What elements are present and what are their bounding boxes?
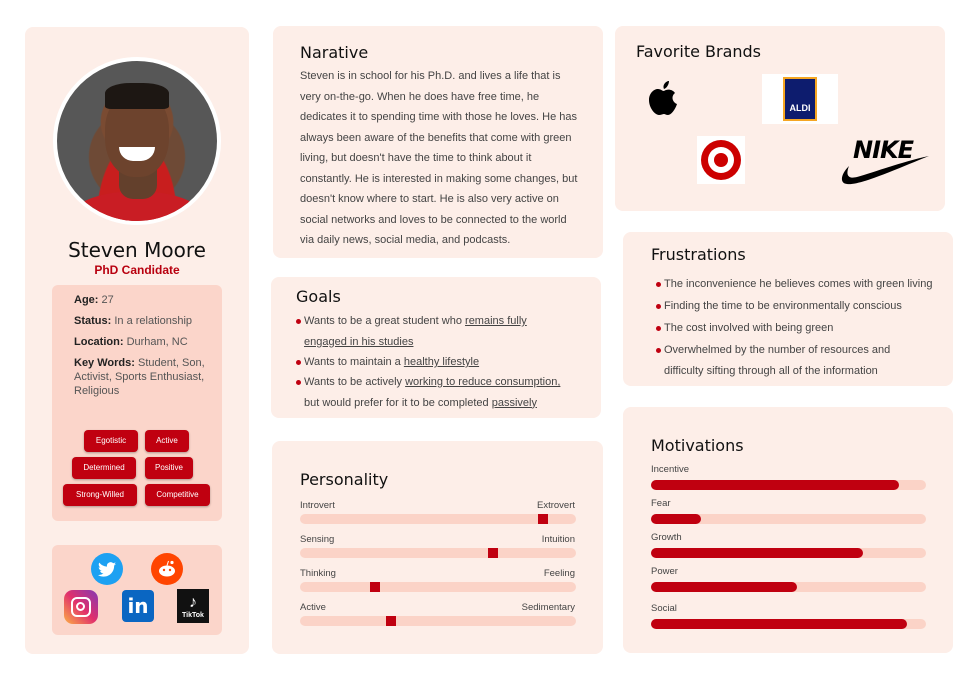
motivation-label: Growth [651, 532, 682, 543]
linkedin-icon[interactable]: in [122, 590, 154, 622]
nike-label: NIKE [853, 136, 914, 164]
tag: Competitive [145, 484, 210, 506]
avatar [53, 57, 221, 225]
persona-info: Age: 27 Status: In a relationship Location: Durham, NC Key Words: Student, Son, Activist, Sports Enthusiast, Religious [52, 285, 222, 521]
goal-item: Wants to be a great student who remains fully engaged in his studies [304, 311, 594, 352]
frustration-item-continued: difficulty sifting through all of the information [664, 365, 878, 377]
personality-slider-marker [386, 616, 396, 626]
narrative-text: Steven is in school for his Ph.D. and lives a life that is very on-the-go. When he does have free time, he dedicates it to spending time with those he loves. He has always been aware of the benefits that come with green living, but doesn't have the time to think about it constantly. He is interested in making some changes, but doesn't know where to start. He is also very active on social networks and loves to be connected to the world via daily news, social media, and podcasts. [300, 70, 578, 246]
motivation-label: Power [651, 566, 678, 577]
personality-slider-marker [488, 548, 498, 558]
aldi-label: ALDI [785, 79, 815, 119]
target-logo-icon [697, 136, 745, 184]
scale-right-label: Sedimentary [521, 602, 575, 613]
motivation-label: Fear [651, 498, 671, 509]
twitter-icon[interactable] [91, 553, 123, 585]
personality-slider-track [300, 616, 576, 626]
goal-item: Wants to be actively working to reduce consumption, but would prefer for it to be completed passively [304, 372, 594, 413]
swoosh-icon [839, 152, 931, 186]
tag: Active [145, 430, 189, 452]
scale-left-label: Sensing [300, 534, 335, 545]
tag: Determined [72, 457, 136, 479]
motivation-bar-fill [651, 582, 797, 592]
narrative-title: Narative [300, 43, 369, 62]
scale-right-label: Intuition [541, 534, 575, 545]
motivation-bar-track [651, 582, 926, 592]
personality-slider-track [300, 582, 576, 592]
age-value: 27 [101, 294, 114, 306]
location-value: Durham, NC [126, 336, 188, 348]
motivations-card [623, 407, 953, 653]
brands-title: Favorite Brands [636, 42, 762, 61]
apple-logo-icon [647, 80, 681, 123]
motivation-bar-track [651, 514, 926, 524]
tag: Egotistic [84, 430, 138, 452]
scale-left-label: Thinking [300, 568, 336, 579]
social-networks [52, 545, 222, 635]
keywords-value: Student, Son, Activist, Sports Enthusiast, Religious [74, 357, 205, 397]
nike-logo [839, 136, 931, 186]
personality-slider-track [300, 548, 576, 558]
personality-slider-marker [370, 582, 380, 592]
frustrations-title: Frustrations [651, 245, 746, 264]
persona-role: PhD Candidate [94, 263, 180, 277]
frustration-item: Finding the time to be environmentally conscious [664, 296, 902, 317]
goals-title: Goals [296, 287, 341, 306]
motivation-bar-fill [651, 480, 899, 490]
aldi-logo [762, 74, 838, 124]
scale-left-label: Active [300, 602, 326, 613]
frustrations-card [623, 232, 953, 386]
motivation-label: Incentive [651, 464, 690, 475]
motivation-bar-fill [651, 548, 863, 558]
scale-left-label: Introvert [300, 500, 335, 511]
frustration-item: The inconvenience he believes comes with green living [664, 274, 932, 295]
personality-slider-marker [538, 514, 548, 524]
personality-slider-track [300, 514, 576, 524]
status-value: In a relationship [114, 315, 193, 327]
motivation-bar-track [651, 480, 926, 490]
personality-title: Personality [300, 470, 389, 489]
motivation-bar-fill [651, 514, 701, 524]
scale-right-label: Extrovert [536, 500, 575, 511]
instagram-icon[interactable] [64, 590, 98, 624]
frustration-item: Overwhelmed by the number of resources and [664, 340, 890, 361]
motivation-bar-track [651, 548, 926, 558]
motivation-label: Social [651, 603, 677, 614]
frustration-item: The cost involved with being green [664, 318, 833, 339]
tag: Strong-Willed [63, 484, 137, 506]
profile-card [25, 27, 249, 654]
narrative-card [273, 26, 603, 258]
goal-item: Wants to maintain a healthy lifestyle [304, 352, 594, 373]
reddit-icon[interactable] [151, 553, 183, 585]
tiktok-icon[interactable]: ♪ TikTok [177, 589, 209, 623]
personality-card [272, 441, 603, 654]
scale-right-label: Feeling [543, 568, 575, 579]
tag: Positive [145, 457, 193, 479]
brands-card [615, 26, 945, 211]
goals-card [271, 277, 601, 418]
motivation-bar-fill [651, 619, 907, 629]
motivations-title: Motivations [651, 436, 744, 455]
persona-name: Steven Moore [68, 238, 206, 262]
motivation-bar-track [651, 619, 926, 629]
